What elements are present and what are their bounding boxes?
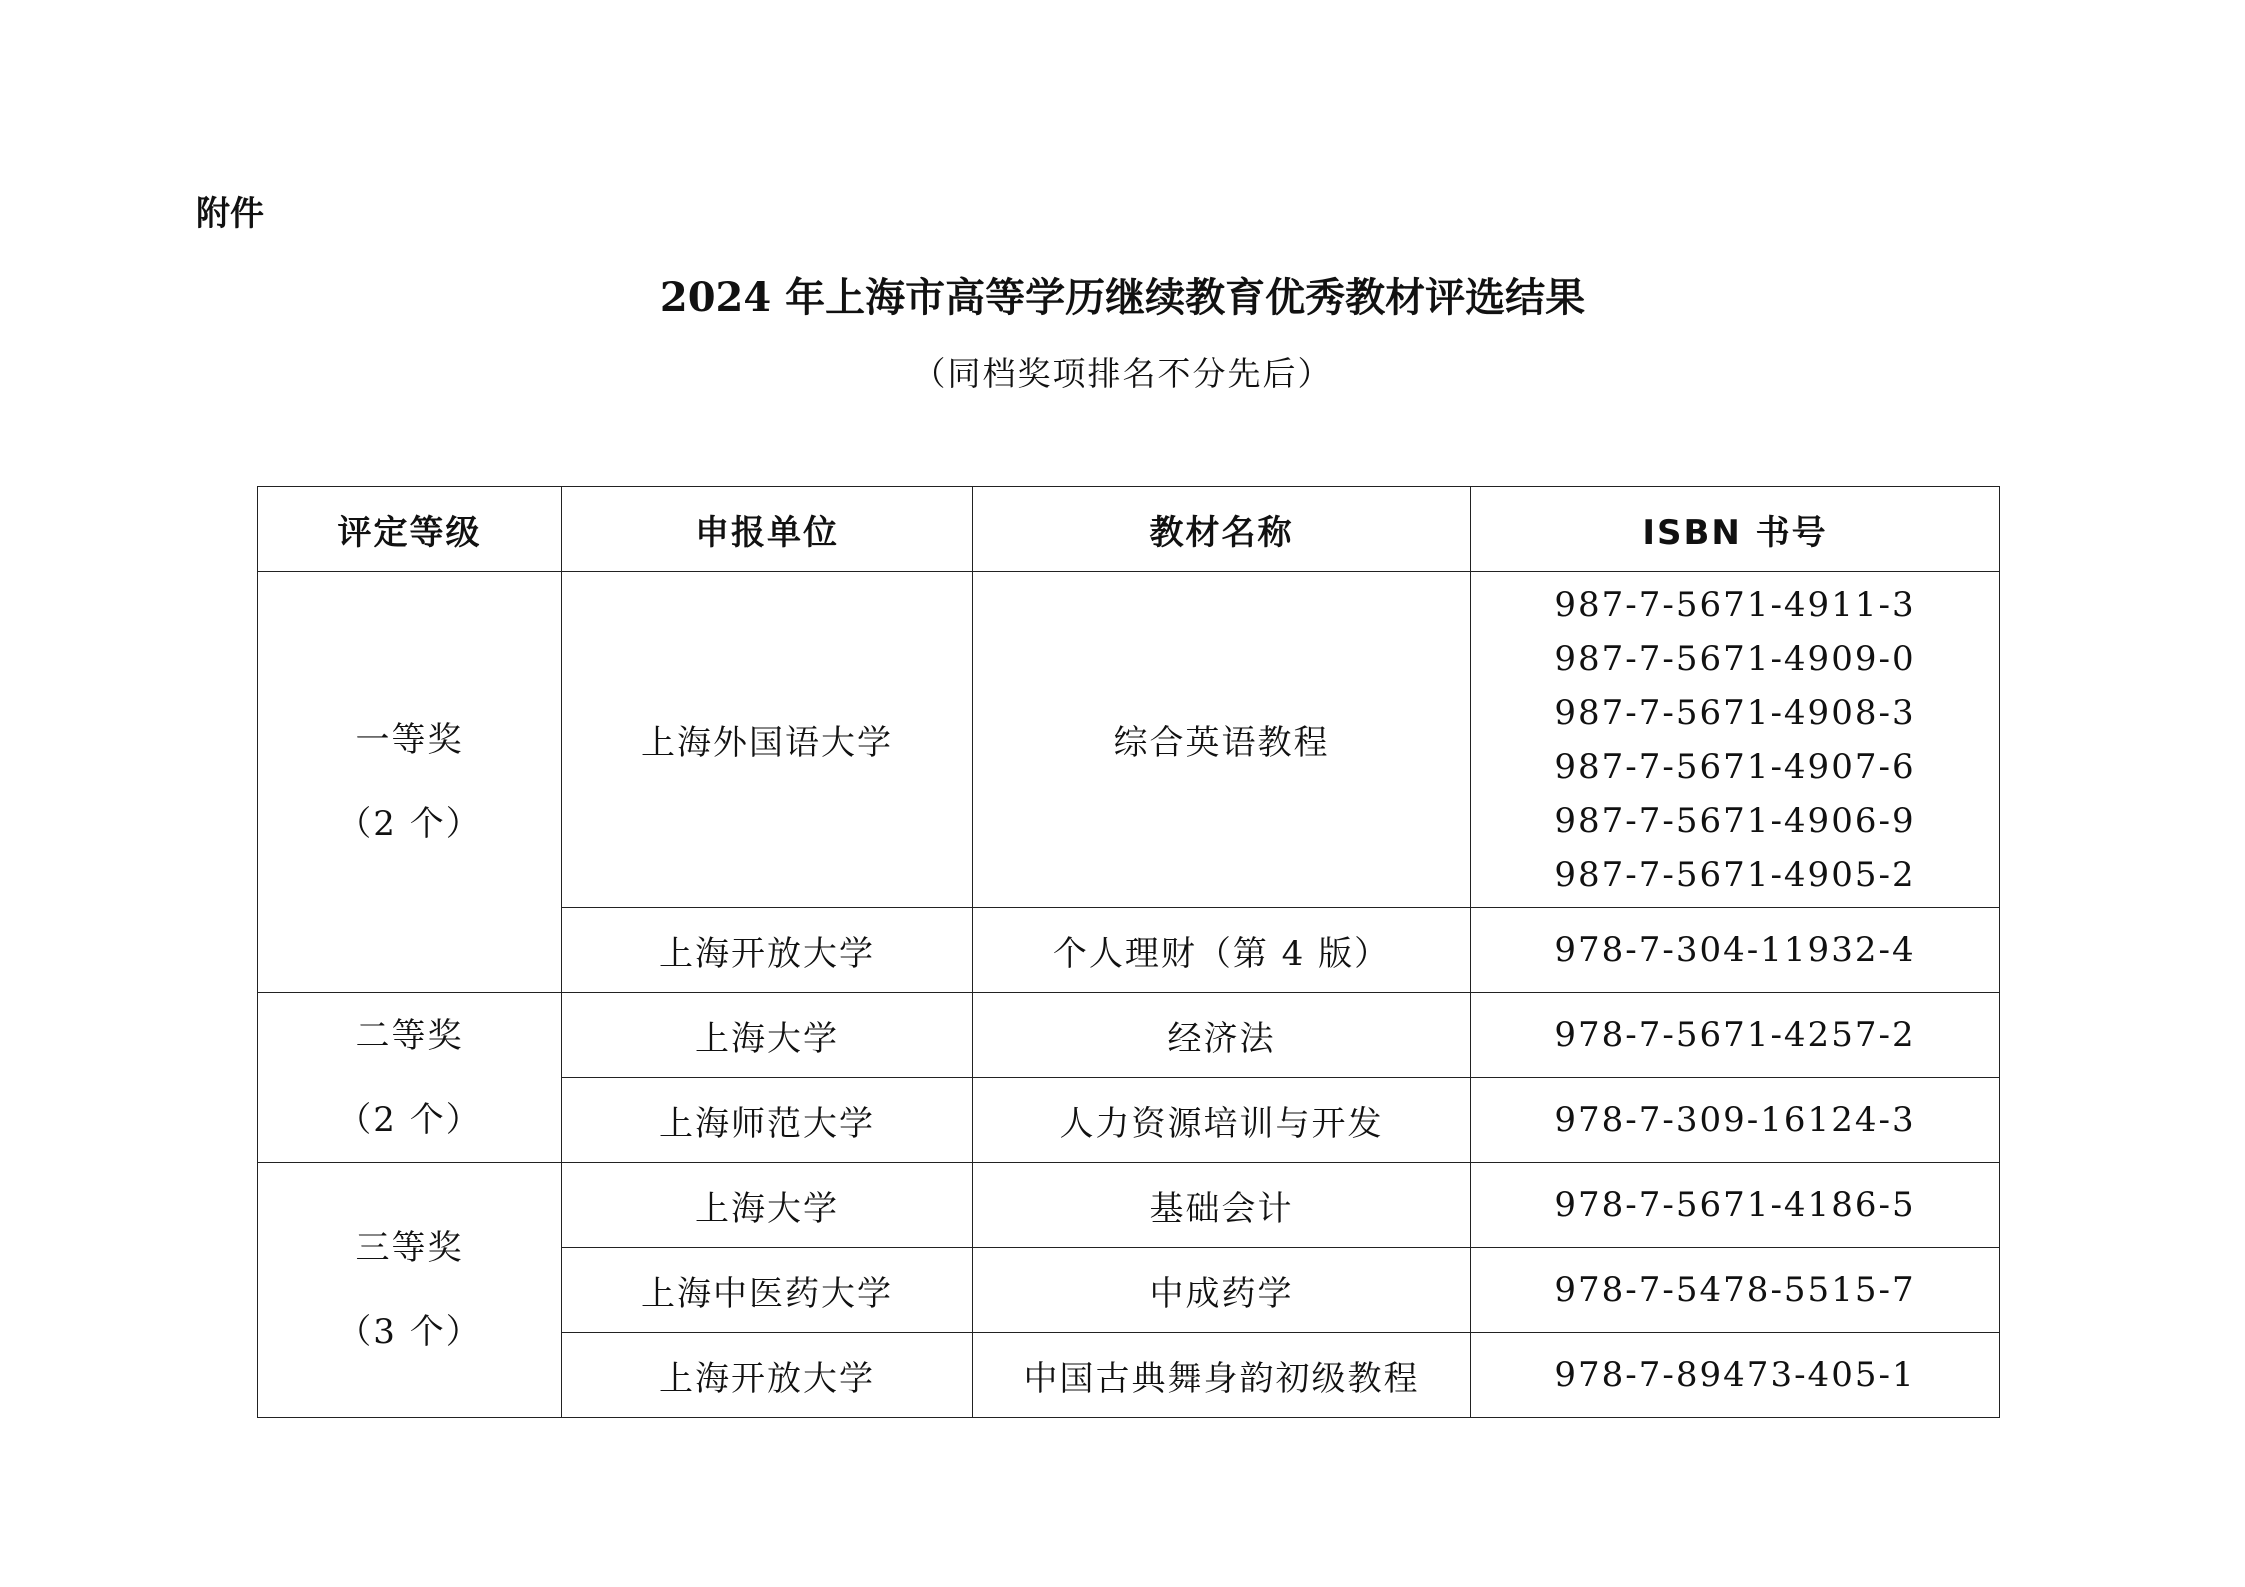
unit-cell: 上海师范大学 xyxy=(562,1078,973,1163)
book-cell: 个人理财（第 4 版） xyxy=(973,908,1471,993)
grade-name: 三等奖 xyxy=(355,1228,464,1268)
unit-cell: 上海开放大学 xyxy=(562,908,973,993)
grade-name: 一等奖 xyxy=(355,720,464,760)
isbn-value: 987-7-5671-4907-6 xyxy=(1554,746,1916,787)
isbn-cell: 978-7-89473-405-1 xyxy=(1471,1333,2000,1418)
document-title: 2024 年上海市高等学历继续教育优秀教材评选结果 xyxy=(659,274,1586,321)
isbn-value: 987-7-5671-4909-0 xyxy=(1554,638,1916,679)
unit-cell: 上海中医药大学 xyxy=(562,1248,973,1333)
grade-count: （3 个） xyxy=(337,1312,482,1352)
unit-cell: 上海外国语大学 xyxy=(562,572,973,908)
grade-count: （2 个） xyxy=(337,804,482,844)
grade-cell-second xyxy=(258,993,562,1163)
unit-cell: 上海开放大学 xyxy=(562,1333,973,1418)
isbn-cell: 978-7-5671-4186-5 xyxy=(1471,1163,2000,1248)
column-header-grade: 评定等级 xyxy=(258,487,562,572)
isbn-value: 987-7-5671-4905-2 xyxy=(1554,854,1916,895)
book-cell: 基础会计 xyxy=(973,1163,1471,1248)
grade-name: 二等奖 xyxy=(355,1015,464,1056)
isbn-value: 987-7-5671-4908-3 xyxy=(1554,692,1916,733)
column-header-isbn: ISBN 书号 xyxy=(1471,487,2000,572)
unit-cell: 上海大学 xyxy=(562,1163,973,1248)
grade-cell-third xyxy=(258,1163,562,1418)
isbn-cell: 978-7-5478-5515-7 xyxy=(1471,1248,2000,1333)
book-cell: 综合英语教程 xyxy=(973,572,1471,908)
book-cell: 中成药学 xyxy=(973,1248,1471,1333)
isbn-cell: 978-7-309-16124-3 xyxy=(1471,1078,2000,1163)
table-row xyxy=(258,572,2000,908)
unit-cell: 上海大学 xyxy=(562,993,973,1078)
isbn-cell: 978-7-304-11932-4 xyxy=(1471,908,2000,993)
isbn-value: 987-7-5671-4911-3 xyxy=(1554,584,1916,625)
book-cell: 经济法 xyxy=(973,993,1471,1078)
table-row xyxy=(258,993,2000,1078)
isbn-value: 987-7-5671-4906-9 xyxy=(1554,800,1916,841)
book-cell: 人力资源培训与开发 xyxy=(973,1078,1471,1163)
document-subtitle: （同档奖项排名不分先后） xyxy=(912,354,1333,393)
table-header-row xyxy=(258,487,2000,572)
attachment-label: 附件 xyxy=(196,194,264,234)
column-header-unit: 申报单位 xyxy=(562,487,973,572)
isbn-cell: 978-7-5671-4257-2 xyxy=(1471,993,2000,1078)
column-header-book: 教材名称 xyxy=(973,487,1471,572)
table-row xyxy=(258,1163,2000,1248)
book-cell: 中国古典舞身韵初级教程 xyxy=(973,1333,1471,1418)
isbn-cell xyxy=(1471,572,2000,908)
results-table xyxy=(257,486,2000,1418)
grade-cell-first xyxy=(258,572,562,993)
grade-count: （2 个） xyxy=(337,1099,482,1140)
